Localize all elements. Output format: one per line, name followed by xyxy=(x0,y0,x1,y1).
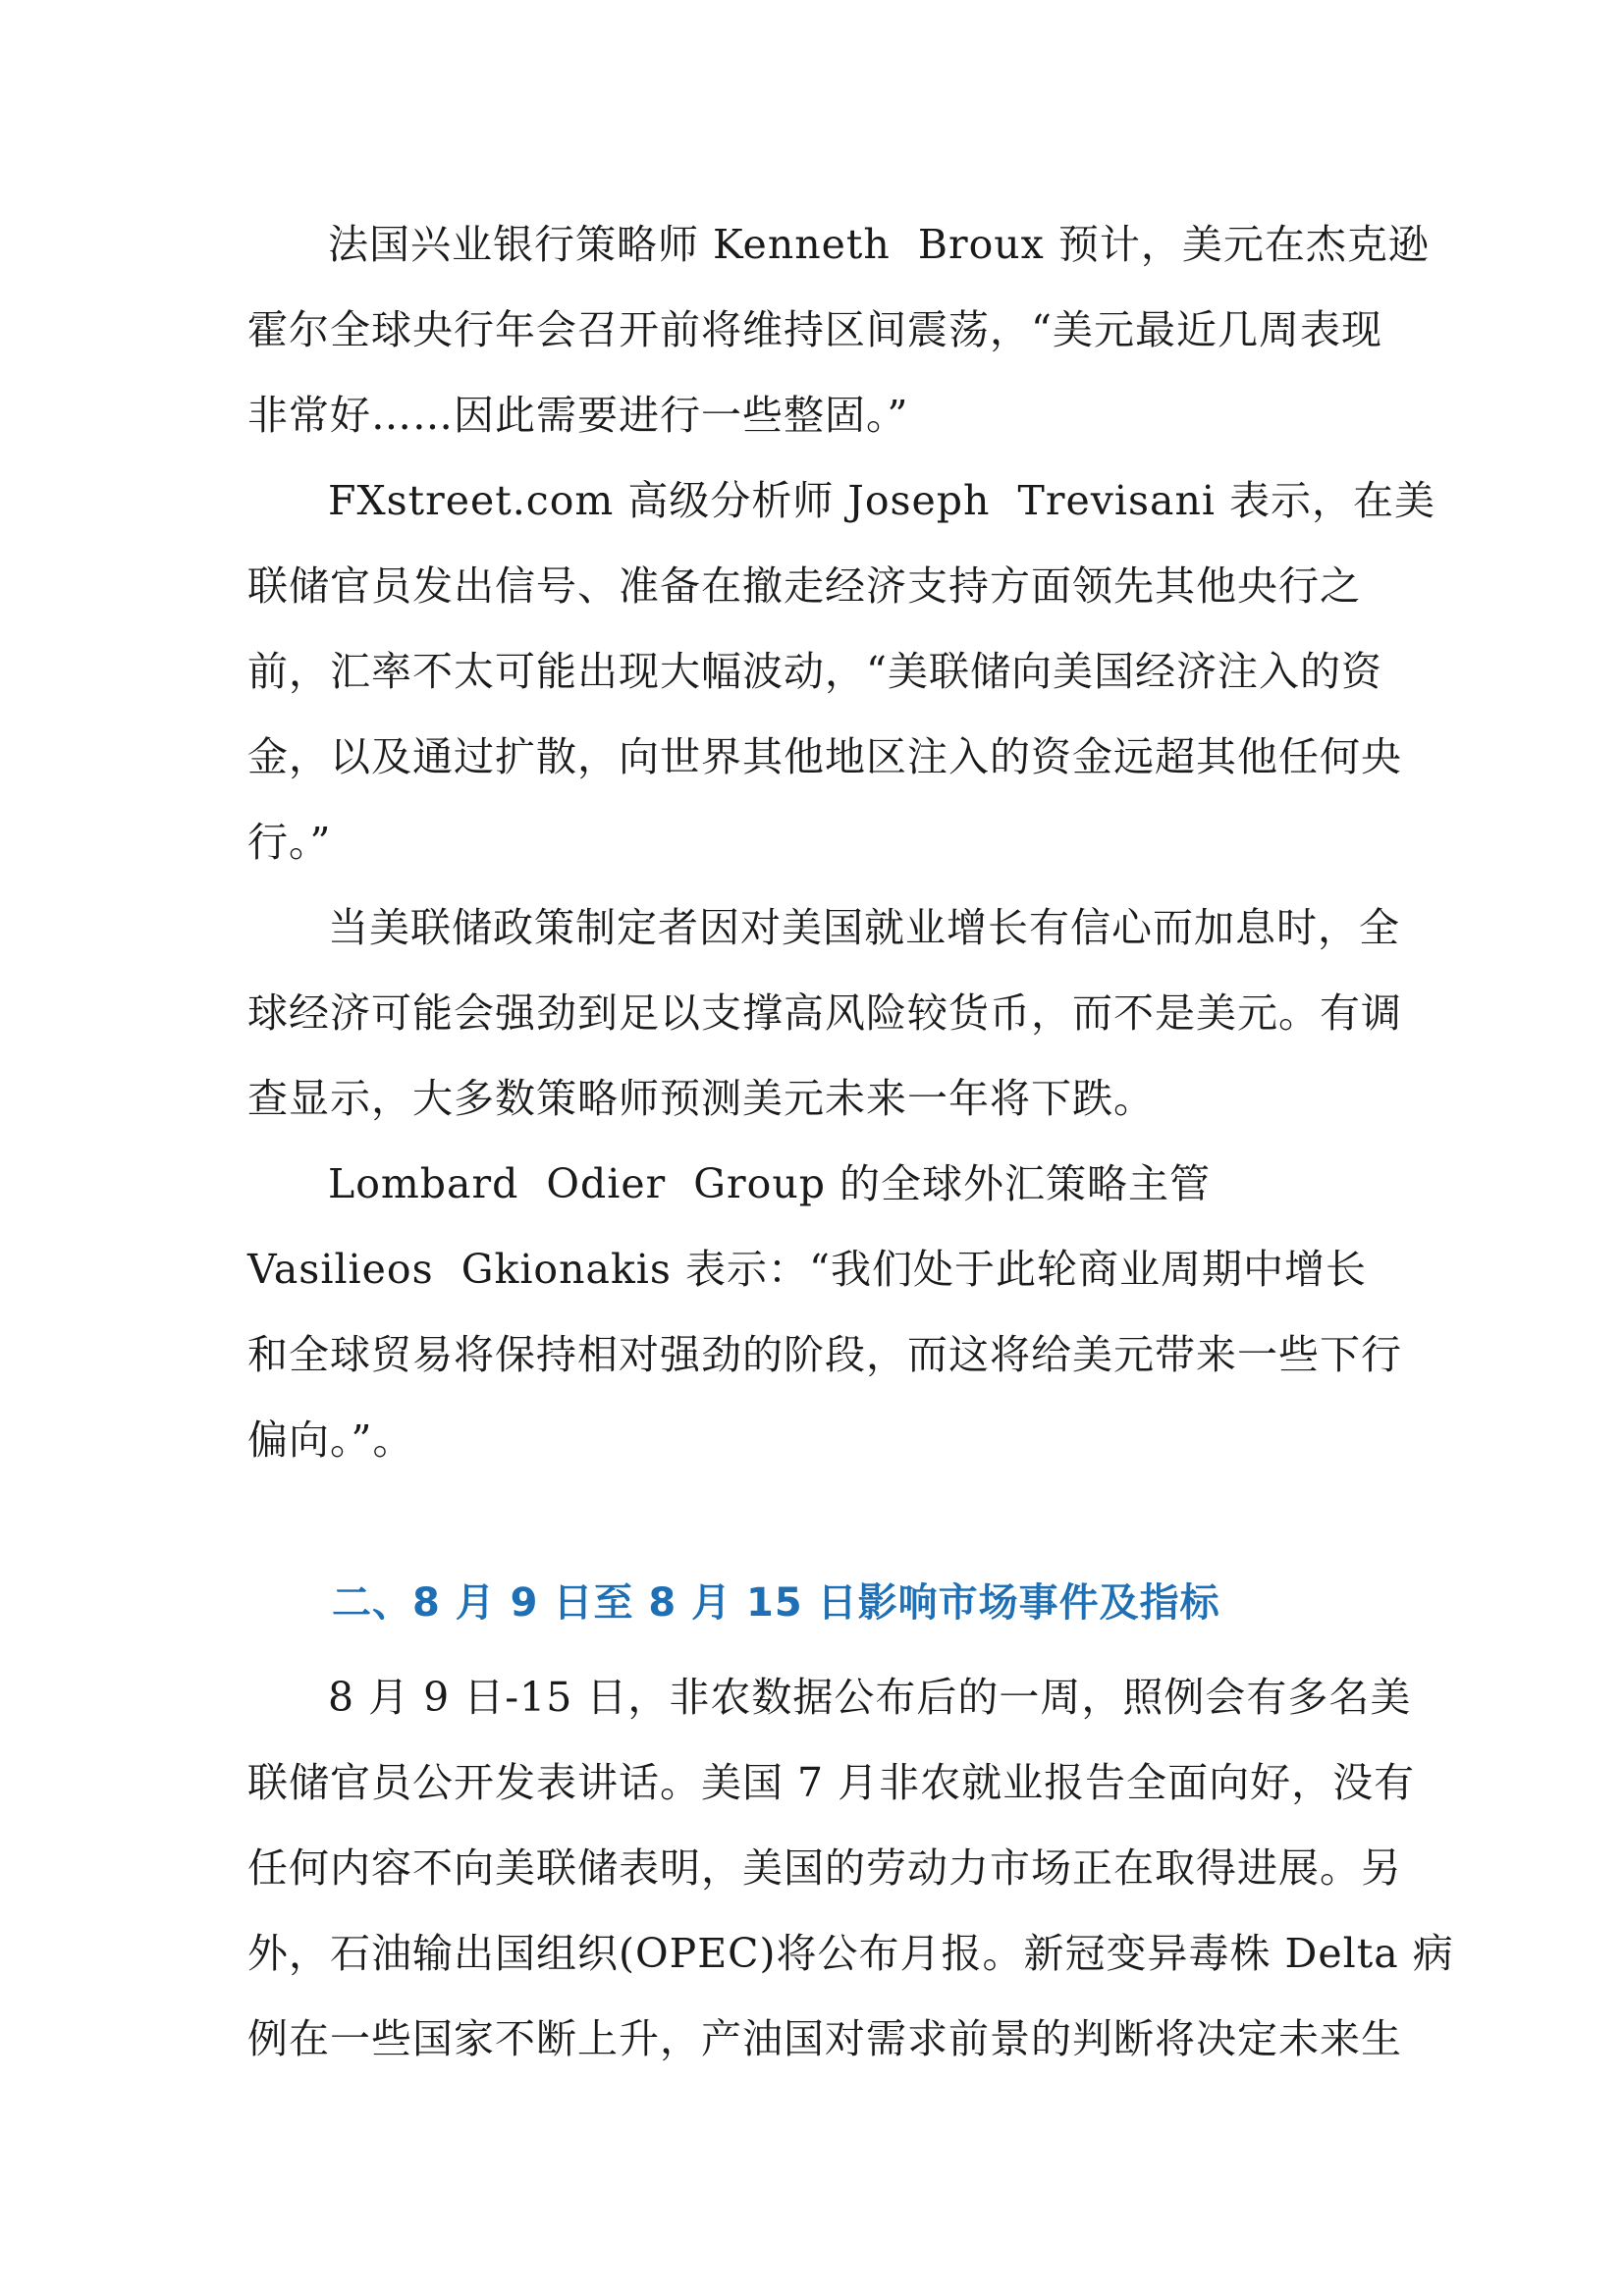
paragraph-lombard-odier xyxy=(247,1142,1402,1483)
paragraph-market-events xyxy=(247,1655,1454,2082)
paragraph-line: 非常好……因此需要进行一些整固。” xyxy=(247,392,909,439)
paragraph-line: 联储官员发出信号、准备在撤走经济支持方面领先其他央行之 xyxy=(247,562,1361,610)
paragraph-line: 8 月 9 日-15 日，非农数据公布后的一周，照例会有多名美 xyxy=(328,1674,1412,1721)
paragraph-line: 和全球贸易将保持相对强劲的阶段，而这将给美元带来一些下行 xyxy=(247,1331,1402,1378)
paragraph-line: 偏向。”。 xyxy=(247,1416,414,1464)
paragraph-line: 外，石油输出国组织(OPEC)将公布月报。新冠变异毒株 Delta 病 xyxy=(247,1930,1454,1977)
paragraph-fed-policy xyxy=(247,885,1402,1142)
paragraph-line: 金，以及通过扩散，向世界其他地区注入的资金远超其他任何央 xyxy=(247,733,1402,780)
paragraph-joseph-trevisani xyxy=(247,458,1436,885)
paragraph-line: Lombard Odier Group 的全球外汇策略主管 xyxy=(328,1160,1212,1207)
paragraph-line: 霍尔全球央行年会召开前将维持区间震荡，“美元最近几周表现 xyxy=(247,306,1382,353)
paragraph-line: 任何内容不向美联储表明，美国的劳动力市场正在取得进展。另 xyxy=(247,1844,1402,1892)
paragraph-line: 前，汇率不太可能出现大幅波动，“美联储向美国经济注入的资 xyxy=(247,648,1382,695)
paragraph-line: 当美联储政策制定者因对美国就业增长有信心而加息时，全 xyxy=(328,904,1400,951)
paragraph-line: Vasilieos Gkionakis 表示：“我们处于此轮商业周期中增长 xyxy=(247,1246,1367,1293)
paragraph-line: FXstreet.com 高级分析师 Joseph Trevisani 表示，在美 xyxy=(328,477,1436,524)
paragraph-kenneth-broux xyxy=(247,202,1430,458)
paragraph-line: 例在一些国家不断上升，产油国对需求前景的判断将决定未来生 xyxy=(247,2015,1402,2062)
paragraph-line: 法国兴业银行策略师 Kenneth Broux 预计，美元在杰克逊 xyxy=(328,221,1430,268)
paragraph-line: 联储官员公开发表讲话。美国 7 月非农就业报告全面向好，没有 xyxy=(247,1759,1416,1806)
paragraph-line: 查显示，大多数策略师预测美元未来一年将下跌。 xyxy=(247,1075,1155,1122)
section-heading: 二、8 月 9 日至 8 月 15 日影响市场事件及指标 xyxy=(332,1580,1220,1626)
paragraph-line: 球经济可能会强劲到足以支撑高风险较货币，而不是美元。有调 xyxy=(247,989,1402,1037)
paragraph-line: 行。” xyxy=(247,819,332,866)
